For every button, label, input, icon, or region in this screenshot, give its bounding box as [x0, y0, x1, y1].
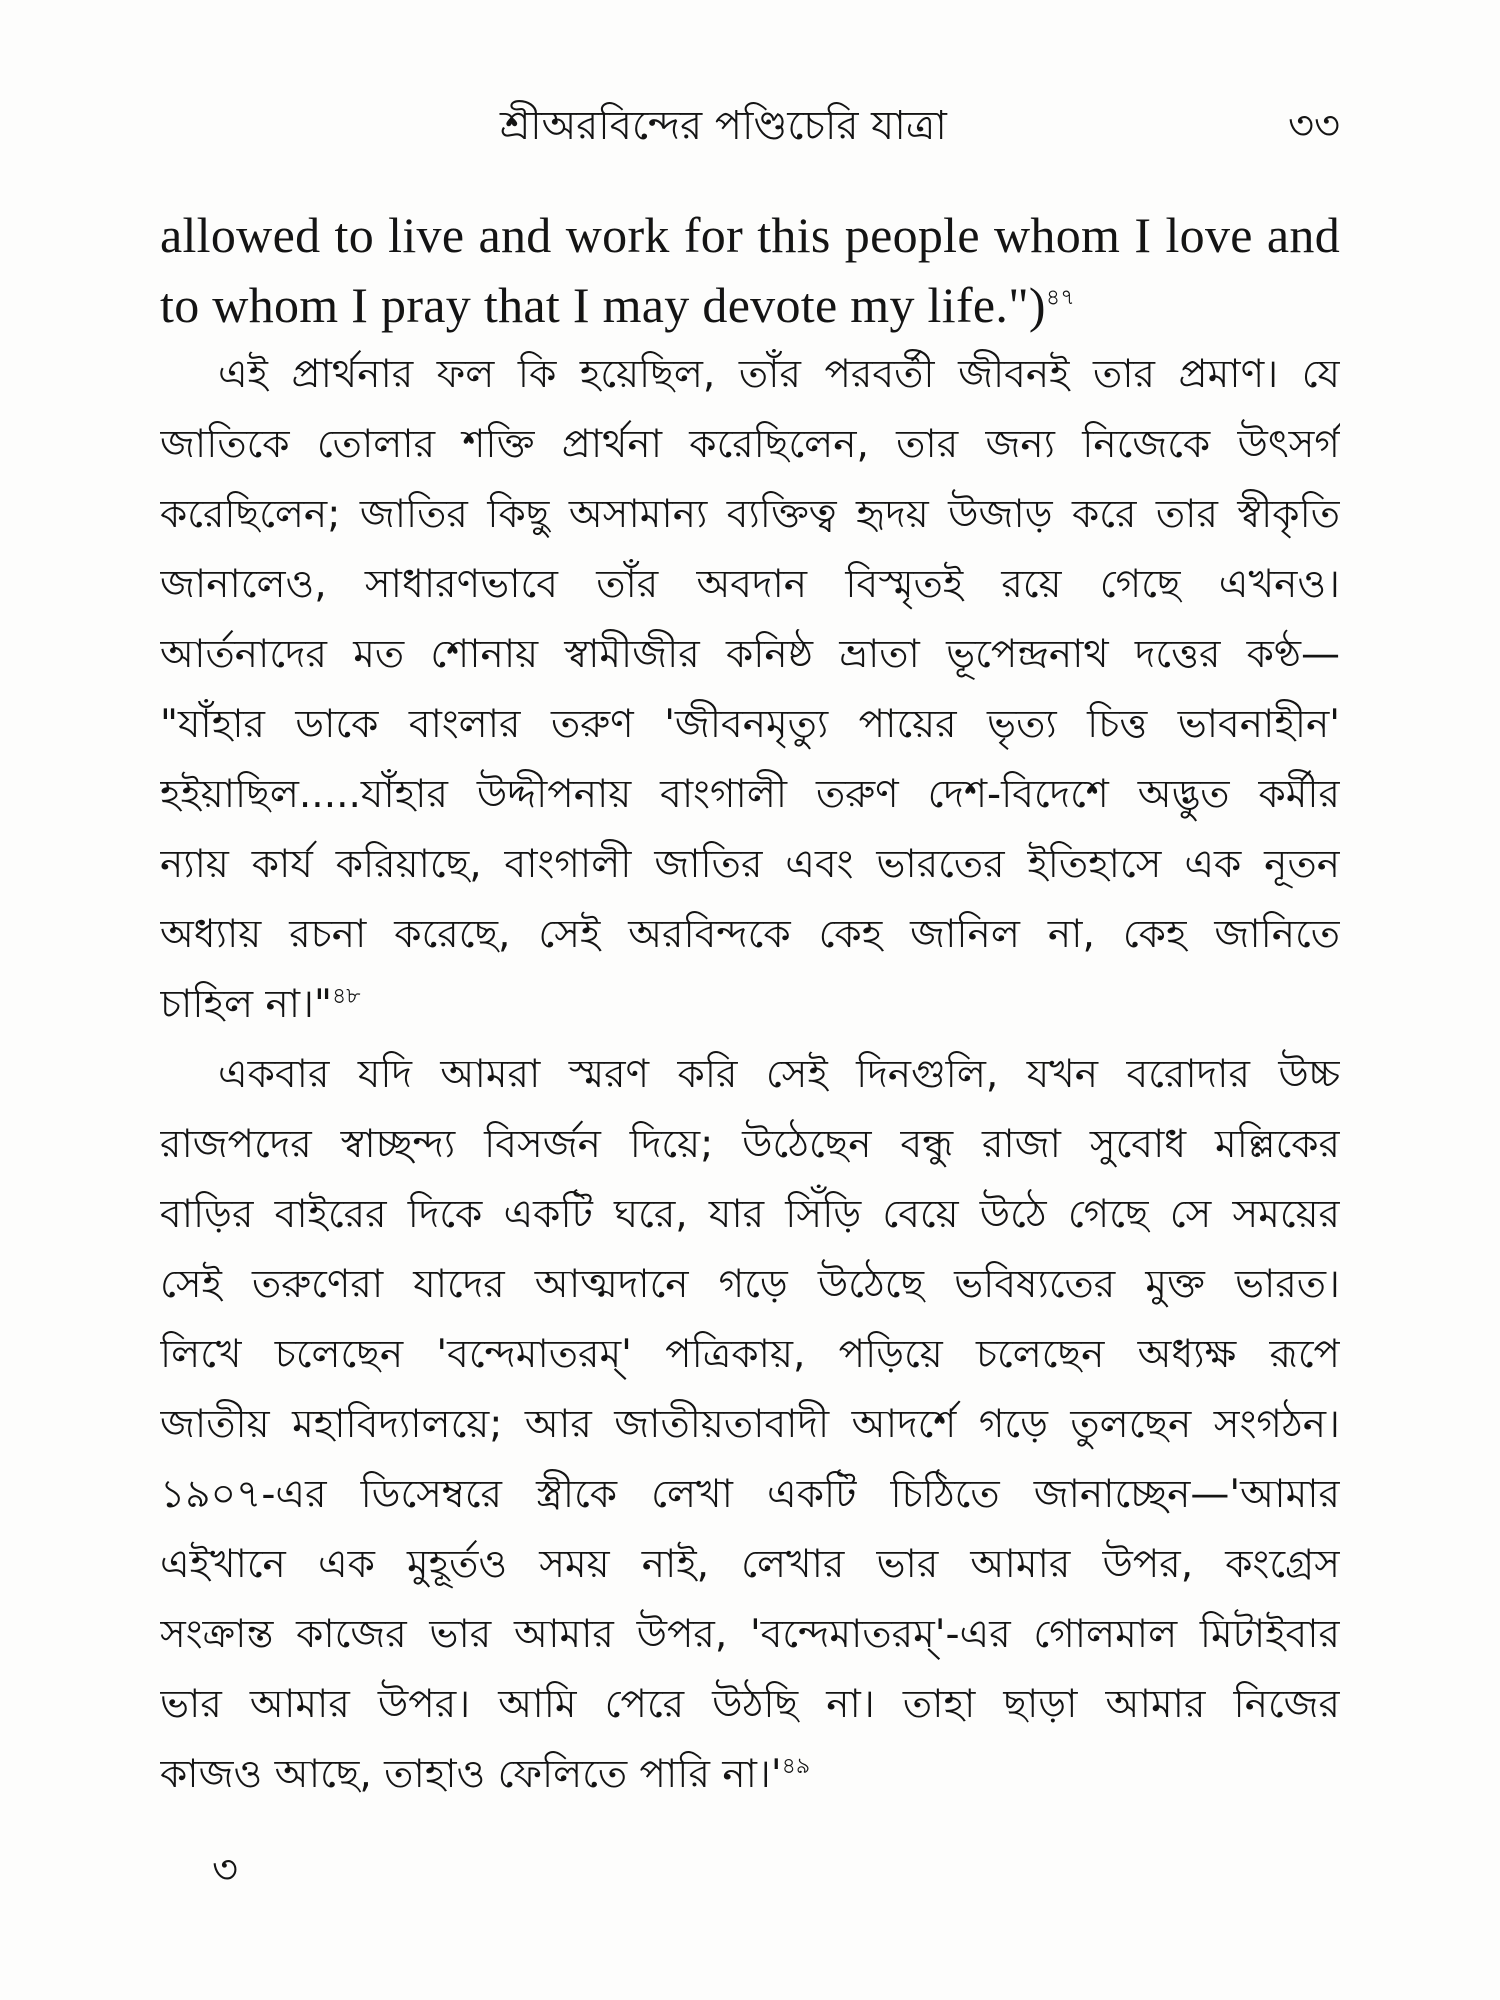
paragraph-2-line: বাড়ির বাইরের দিকে একটি ঘরে, যার সিঁড়ি বেয়ে উঠে গেছে সে সময়ের: [160, 1192, 1340, 1237]
paragraph-2-line: লিখে চলেছেন 'বন্দেমাতরম্' পত্রিকায়, পড়িয়ে চলেছেন অধ্যক্ষ রূপে: [160, 1332, 1340, 1377]
paragraph-1-line: "যাঁহার ডাকে বাংলার তরুণ 'জীবনমৃত্যু পায়ের ভৃত্য চিত্ত ভাবনাহীন': [160, 702, 1340, 747]
paragraph-1-line: আর্তনাদের মত শোনায় স্বামীজীর কনিষ্ঠ ভ্রাতা ভূপেন্দ্রনাথ দত্তের কণ্ঠ—: [160, 632, 1340, 677]
paragraph-2-last-line: [160, 1740, 1340, 1810]
paragraph-2-line: জাতীয় মহাবিদ্যালয়ে; আর জাতীয়তাবাদী আদর্শে গড়ে তুলছেন সংগঠন।: [160, 1402, 1340, 1447]
footnote-ref-48: ৪৮: [331, 984, 361, 1009]
paragraph-1-line: ন্যায় কার্য করিয়াছে, বাংগালী জাতির এবং ভারতের ইতিহাসে এক নূতন: [160, 842, 1340, 887]
paragraph-1-line: অধ্যায় রচনা করেছে, সেই অরবিন্দকে কেহ জানিল না, কেহ জানিতে: [160, 912, 1340, 957]
paragraph-2-line: ভার আমার উপর। আমি পেরে উঠছি না। তাহা ছাড়া আমার নিজের: [160, 1682, 1340, 1727]
paragraph-2-line: সংক্রান্ত কাজের ভার আমার উপর, 'বন্দেমাতরম্'-এর গোলমাল মিটাইবার: [160, 1612, 1340, 1657]
paragraph-1-line: হইয়াছিল.....যাঁহার উদ্দীপনায় বাংগালী তরুণ দেশ-বিদেশে অদ্ভুত কর্মীর: [160, 772, 1340, 817]
running-title: শ্রীঅরবিন্দের পণ্ডিচেরি যাত্রা: [500, 103, 947, 149]
quote-line-2: [160, 270, 1340, 340]
footnote-ref-49: ৪৯: [781, 1754, 811, 1779]
paragraph-2-last-line-text: কাজও আছে, তাহাও ফেলিতে পারি না।': [160, 1752, 782, 1797]
page-number: ৩৩: [1287, 103, 1340, 149]
paragraph-1-line: করেছিলেন; জাতির কিছু অসামান্য ব্যক্তিত্ব হৃদয় উজাড় করে তার স্বীকৃতি: [160, 492, 1340, 537]
page-header: [160, 96, 1340, 166]
paragraph-1-line: জানালেও, সাধারণভাবে তাঁর অবদান বিস্মৃতই রয়ে গেছে এখনও।: [160, 562, 1340, 607]
paragraph-2-line: ১৯০৭-এর ডিসেম্বরে স্ত্রীকে লেখা একটি চিঠিতে জানাচ্ছেন—'আমার: [160, 1472, 1340, 1517]
body-text: [160, 200, 1340, 1810]
quote-line-2-text: to whom I pray that I may devote my life."): [160, 277, 1046, 333]
signature-mark: ৩: [212, 1847, 239, 1893]
paragraph-1-line: এই প্রার্থনার ফল কি হয়েছিল, তাঁর পরবর্তী জীবনই তার প্রমাণ। যে: [218, 352, 1340, 397]
paragraph-2-line: রাজপদের স্বাচ্ছন্দ্য বিসর্জন দিয়ে; উঠেছেন বন্ধু রাজা সুবোধ মল্লিকের: [160, 1122, 1340, 1167]
paragraph-1-last-line: [160, 970, 1340, 1040]
quote-line-1: allowed to live and work for this people whom I love and: [160, 207, 1340, 263]
footnote-ref-47: ৪৭: [1045, 284, 1076, 310]
paragraph-2-line: সেই তরুণেরা যাদের আত্মদানে গড়ে উঠেছে ভবিষ্যতের মুক্ত ভারত।: [160, 1262, 1340, 1307]
paragraph-2-line: একবার যদি আমরা স্মরণ করি সেই দিনগুলি, যখন বরোদার উচ্চ: [218, 1052, 1340, 1097]
paragraph-1-last-line-text: চাহিল না।": [160, 982, 332, 1027]
paragraph-1-line: জাতিকে তোলার শক্তি প্রার্থনা করেছিলেন, তার জন্য নিজেকে উৎসর্গ: [160, 422, 1340, 467]
paragraph-2-line: এইখানে এক মুহূর্তও সময় নাই, লেখার ভার আমার উপর, কংগ্রেস: [160, 1542, 1340, 1587]
